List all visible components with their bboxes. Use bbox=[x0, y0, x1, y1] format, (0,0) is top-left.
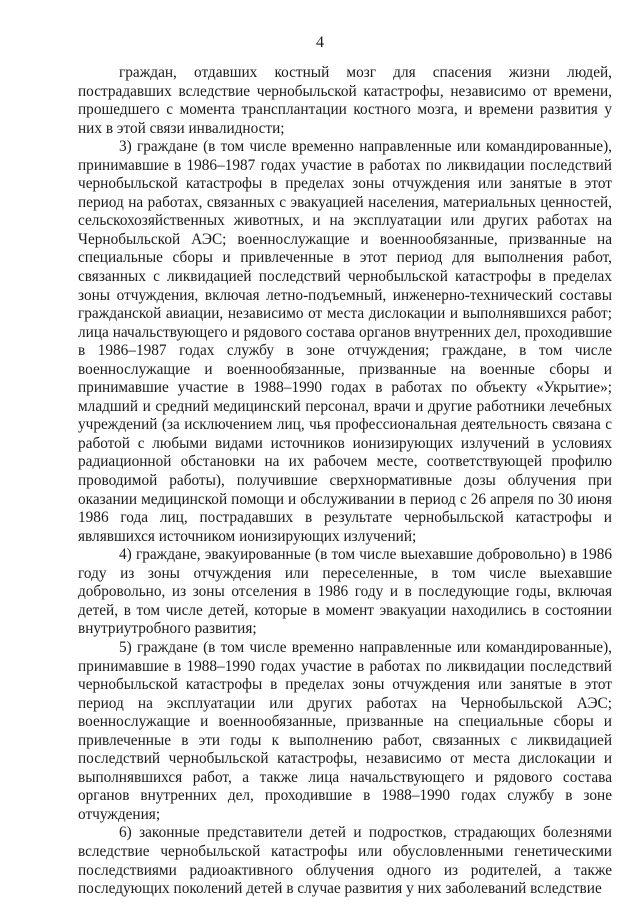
paragraph-item-6: 6) законные представители детей и подростков, страдающих болезнями вследствие чернобыльской катастрофы или обусловленными генетическими последствиями радиоактивного облучения одного из родителей, а также последующих поколений детей в случае развития у них заболеваний вследствие bbox=[78, 824, 612, 898]
page-number: 4 bbox=[316, 34, 324, 51]
paragraph-item-4: 4) граждане, эвакуированные (в том числе выехавшие добровольно) в 1986 году из зоны отчуждения или переселенные, в том числе выехавшие добровольно, из зоны отселения в 1986 году и в последующие годы, включая детей, в том числе детей, которые в момент эвакуации находились в состоянии внутриутробного развития; bbox=[78, 546, 612, 638]
document-body bbox=[78, 64, 612, 899]
paragraph-item-5: 5) граждане (в том числе временно направленные или командированные), принимавшие в 1988–1990 годах участие в работах по ликвидации последствий чернобыльской катастрофы в пределах зоны отчуждения или занятые в этот период на эксплуатации или других работах на Чернобыльской АЭС; военнослужащие и военнообязанные, призванные на специальные сборы и привлеченные в эти годы к выполнению работ, связанных с ликвидацией последствий чернобыльской катастрофы, независимо от места дислокации и выполнявшихся работ, а также лица начальствующего и рядового состава органов внутренних дел, проходившие в 1988–1990 годах службу в зоне отчуждения; bbox=[78, 638, 612, 823]
paragraph-item-3: 3) граждане (в том числе временно направленные или командированные), принимавшие в 1986–1987 годах участие в работах по ликвидации последствий чернобыльской катастрофы в пределах зоны отчуждения или занятые в этот период на работах, связанных с эвакуацией населения, материальных ценностей, сельскохозяйственных животных, и на эксплуатации или других работах на Чернобыльской АЭС; военнослужащие и военнообязанные, призванные на специальные сборы и привлеченные в этот период для выполнения работ, связанных с ликвидацией последствий чернобыльской катастрофы в пределах зоны отчуждения, включая летно-подъемный, инженерно-технический составы гражданской авиации, независимо от места дислокации и выполнявшихся работ; лица начальствующего и рядового состава органов внутренних дел, проходившие в 1986–1987 годах службу в зоне отчуждения; граждане, в том числе военнослужащие и военнообязанные, призванные на военные сборы и принимавшие участие в 1988–1990 годах в работах по объекту «Укрытие»; младший и средний медицинский персонал, врачи и другие работники лечебных учреждений (за исключением лиц, чья профессиональная деятельность связана с работой с любыми видами источников ионизирующих излучений в условиях радиационной обстановки на их рабочем месте, соответствующей профилю проводимой работы), получившие сверхнормативные дозы облучения при оказании медицинской помощи и обслуживании в период с 26 апреля по 30 июня 1986 года лиц, пострадавших в результате чернобыльской катастрофы и являвшихся источником ионизирующих излучений; bbox=[78, 138, 612, 545]
paragraph-continued: граждан, отдавших костный мозг для спасения жизни людей, пострадавших вследствие чернобыльской катастрофы, независимо от времени, прошедшего с момента трансплантации костного мозга, и времени развития у них в этой связи инвалидности; bbox=[78, 64, 612, 137]
